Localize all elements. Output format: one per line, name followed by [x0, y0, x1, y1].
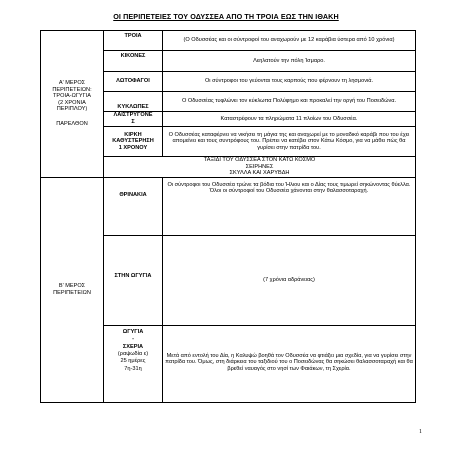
event-cell: Καταστρέφουν τα πληρώματα 11 πλοίων του Οδυσσέα.: [163, 112, 416, 127]
part-a-line: ΠΕΡΙΠΛΟΥ): [56, 106, 88, 113]
event-cell: Οι σύντροφοι του γεύονται τους καρπούς που φέρνουν τη λησμονιά.: [163, 72, 416, 92]
table-row: [41, 177, 416, 235]
place-cell: [104, 325, 163, 402]
place-cell: ΘΡΙΝΑΚΙΑ: [104, 177, 163, 235]
place-line: 1 ΧΡΟΝΟΥ: [118, 144, 148, 151]
part-b-line: ΠΕΡΙΠΕΤΕΙΩΝ: [53, 289, 91, 296]
part-a-cell: [41, 31, 104, 178]
place-cell: ΤΡΟΙΑ: [104, 31, 163, 51]
place-line: 25 ημέρες: [120, 358, 146, 365]
part-a-line: Α' ΜΕΡΟΣ: [58, 80, 86, 87]
place-line: ΚΙΡΚΗ: [124, 131, 142, 138]
event-cell: Λεηλατούν την πόλη Ίσμαρο.: [163, 51, 416, 72]
part-b-cell: [41, 177, 104, 402]
event-cell: Οι σύντροφοι του Οδυσσέα τρώνε τα βόδια του Ήλιου και ο Δίας τους τιμωρεί σηκώνοντας θύελλα. Όλοι οι σύντροφοί του Οδυσσέα χάνονται στην θαλασσοταραχή.: [163, 177, 416, 235]
part-b-line: Β' ΜΕΡΟΣ: [58, 283, 86, 290]
event-cell: Ο Οδυσσέας καταφέρνει να νικήσει τη μάγια της και αναχωρεί με το μοναδικό καράβι που του έχει απομείνει και τους συντρόφους του. Πρέπει να κατέβει στον Κάτω Κόσμο, για να μάθει πώς θα γυρίσει στην πατρίδα του.: [163, 127, 416, 157]
journey-line: ΤΑΞΙΔΙ ΤΟΥ ΟΔΥΣΣΕΑ ΣΤΟΝ ΚΑΤΩ ΚΟΣΜΟ: [203, 157, 316, 163]
place-cell: ΚΥΚΛΩΠΕΣ: [104, 92, 163, 112]
place-cell: ΛΩΤΟΦΑΓΟΙ: [104, 72, 163, 92]
place-line: (ραψωδία ε): [117, 351, 149, 357]
page-number: 1: [419, 429, 422, 435]
table-row: [41, 31, 416, 51]
part-a-line: ΠΑΡΕΛΘΟΝ: [56, 121, 88, 128]
place-cell: ΚΙΚΟΝΕΣ: [104, 51, 163, 72]
place-line: ΛΑΙΣΤΡΥΓΟΝΕ: [113, 112, 153, 119]
journey-line: ΣΚΥΛΛΑ ΚΑΙ ΧΑΡΥΒΔΗ: [229, 170, 290, 177]
event-cell: Ο Οδυσσέας τυφλώνει τον κύκλωπα Πολύφημο και προκαλεί την οργή του Ποσειδώνα.: [163, 92, 416, 112]
place-cell: [104, 127, 163, 157]
journey-merged-cell: [104, 157, 416, 178]
place-line: ΩΓΥΓΙΑ: [122, 328, 144, 335]
place-line: -: [132, 336, 134, 343]
event-cell: (7 χρόνια αδράνειας): [163, 235, 416, 325]
place-line: ΚΑΘΥΣΤΕΡΗΣΗ: [112, 138, 154, 145]
journey-line: ΣΕΙΡΗΝΕΣ: [245, 163, 274, 170]
document-title: ΟΙ ΠΕΡΙΠΕΤΕΙΕΣ ΤΟΥ ΟΔΥΣΣΕΑ ΑΠΟ ΤΗ ΤΡΟΙΑ ΕΩΣ ΤΗΝ ΙΘΑΚΗ: [113, 12, 339, 21]
part-a-line: (2 ΧΡΟΝΙΑ: [58, 99, 86, 106]
event-cell: (Ο Οδυσσέας και οι σύντροφοί του αναχωρούν με 12 καράβια ύστερα από 10 χρόνια): [163, 31, 416, 51]
adventures-table: [40, 30, 416, 403]
part-a-line: ΤΡΟΙΑ-ΩΓΥΓΙΑ: [52, 93, 91, 100]
part-a-line: ΠΕΡΙΠΕΤΕΙΩΝ:: [52, 86, 92, 93]
place-line: 7η-31η: [124, 365, 142, 372]
event-cell: Μετά από εντολή του Δία, η Καλυψώ βοηθά τον Οδυσσέα να φτιάξει μια σχεδία, για να γυρίσει στην πατρίδα του. Όμως, στη διάρκεια του ταξιδιού του ο Ποσειδώνας θα σηκώσει θαλασσοταραχή και θα βρεθεί ναυαγός στο νησί των Φαιάκων, τη Σχερία.: [163, 325, 416, 402]
place-cell: ΣΤΗΝ ΩΓΥΓΙΑ: [104, 235, 163, 325]
place-line: Σ: [131, 119, 135, 125]
place-cell: [104, 112, 163, 127]
place-line: ΣΧΕΡΙΑ: [122, 343, 144, 350]
